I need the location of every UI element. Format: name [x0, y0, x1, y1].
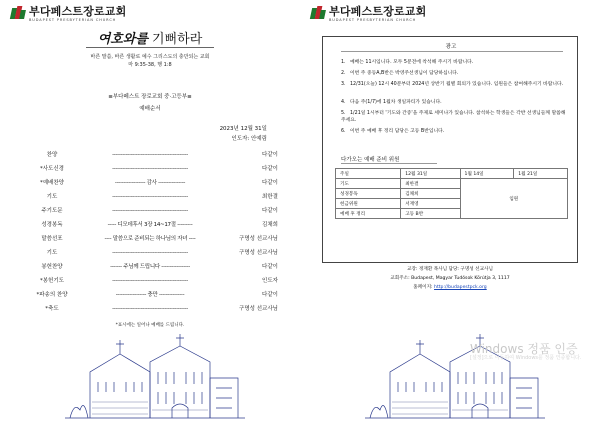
table-cell: 성경봉독 [336, 189, 401, 199]
order-person: 다같이 [262, 292, 278, 298]
order-detail: ---- 말씀으로 준비되는 하나님의 자녀 ---- [104, 236, 196, 242]
order-item: 주기도문 [41, 208, 63, 214]
table-cell: 서재영 [401, 199, 460, 209]
order-item: 봉헌찬양 [41, 264, 63, 270]
order-person: 다같이 [262, 208, 278, 214]
homepage-link[interactable]: http://budapestpck.org [434, 285, 487, 290]
order-detail: ------------------ 충만 --------------- [115, 292, 185, 298]
order-person: 다같이 [262, 264, 278, 270]
footer-address: 교회주소: Budapest, Magyar Tudósok Körútja 3, 1117 [390, 276, 510, 281]
title-emphasis: 여호와를 [97, 32, 148, 47]
notice-text: 다음 주(1/7)에 1월차 생일파티가 있습니다. [350, 100, 442, 105]
notice-item: 2. 이번 주 중등A,B반은 박영주선생님이 담당하십니다. [341, 71, 459, 76]
church-name-en: BUDAPEST PRESBYTERIAN CHURCH [29, 18, 117, 22]
order-detail: --------------------------------------------- [112, 194, 188, 200]
merged-cell: 임원 [460, 179, 567, 219]
order-item: *예배찬양 [39, 180, 64, 186]
table-row [336, 169, 568, 179]
order-row [30, 151, 278, 160]
notice-text: 예배는 11시입니다. 모두 5분전에 착석해 주시기 바랍니다. [350, 60, 474, 65]
notice-divider [341, 51, 563, 52]
title-underline [86, 47, 214, 48]
order-item: 찬양 [46, 152, 58, 158]
church-building-illustration [60, 332, 250, 420]
order-item: *축도 [45, 306, 59, 312]
order-item: *사도신경 [39, 166, 64, 172]
schedule-divider [341, 163, 437, 164]
table-cell: 최한결 [401, 179, 460, 189]
footer-homepage [300, 284, 600, 292]
table-cell: 기도 [336, 179, 401, 189]
order-item: 기도 [46, 250, 58, 256]
church-logo-icon [310, 6, 326, 20]
order-row [30, 277, 278, 286]
church-logo [10, 6, 126, 23]
order-row [30, 249, 278, 258]
department-heading: ≡부다페스트 장로교회 중·고등부≡ [108, 94, 192, 100]
service-date: 2023년 12월 31일 [219, 126, 267, 132]
order-person: 다같이 [262, 166, 278, 172]
order-detail: --------------------------------------------- [112, 278, 188, 284]
order-person: 구명성 선교사님 [239, 236, 278, 242]
table-cell: 예배 후 정리 [336, 209, 401, 219]
notice-text: 1/21일 1시부터 '기도와 간증'을 주제로 세미나가 있습니다. 참석하는 학생들은 각반 선생님들께 말씀해 주세요. [341, 111, 566, 123]
church-name-en: BUDAPEST PRESBYTERIAN CHURCH [329, 18, 417, 22]
order-detail: --------------------------------------------- [112, 166, 188, 172]
order-person: 인도자 [262, 278, 278, 284]
table-cell: 1월 21일 [514, 169, 568, 179]
order-person: 다같이 [262, 180, 278, 186]
table-row [336, 179, 568, 189]
table-cell: 주일 [336, 169, 401, 179]
service-leader: 인도자: 안예림 [231, 136, 267, 142]
footer-staff: 교장: 정재환 목사님 담당: 구명성 선교사님 [407, 267, 493, 272]
order-row [30, 305, 278, 314]
order-row [30, 291, 278, 300]
order-row [30, 165, 278, 174]
church-logo [310, 6, 426, 23]
activation-watermark-sub: [설정]으로 이동하여 Windows를 정품 인증합니다. [470, 355, 582, 361]
order-detail: ------- 주님께 드립니다 ----------------- [110, 264, 190, 270]
church-name: 부다페스트장로교회 [29, 5, 127, 18]
notice-item: 5. 1/21일 1시부터 '기도와 간증'을 주제로 세미나가 있습니다. 참석하는 학생들은 각반 선생님들께 말씀해 주세요. [341, 111, 566, 123]
title-rest: 기뻐하라 [147, 32, 203, 47]
order-detail: ------------------ 감사 ---------------- [114, 180, 186, 186]
bulletin-title [0, 28, 300, 47]
order-row [30, 207, 278, 216]
order-person: 구명성 선교사님 [239, 250, 278, 256]
order-person: 다같이 [262, 152, 278, 158]
notice-item: 6. 이번 주 예배 후 정리 담당은 고등 B반입니다. [341, 129, 445, 134]
order-row [30, 179, 278, 188]
order-item: *파송의 찬양 [36, 292, 68, 298]
table-cell: 김채희 [401, 189, 460, 199]
order-row [30, 263, 278, 272]
schedule-table [335, 168, 568, 219]
church-logo-icon [10, 6, 26, 20]
motto-verse: 마 9:35-38, 행 1:8 [128, 62, 172, 68]
order-of-service-title: 예배순서 [139, 106, 161, 112]
notice-item: 4. 다음 주(1/7)에 1월차 생일파티가 있습니다. [341, 100, 442, 105]
order-row [30, 221, 278, 230]
order-item: *봉헌기도 [39, 278, 64, 284]
order-person: 김채희 [262, 222, 278, 228]
table-cell: 헌금위원 [336, 199, 401, 209]
table-cell: 1월 14일 [460, 169, 514, 179]
notice-text: 12/31(오늘) 12시 40분부터 2024년 상반기 월별 회의가 있습니다. 임원들은 참여해주시기 바랍니다. [350, 82, 564, 87]
church-motto: 바른 말씀, 바른 생활로 예수 그리스도의 충만되는 교회 [90, 54, 210, 60]
order-person: 최한결 [262, 194, 278, 200]
order-item: 성경봉독 [41, 222, 63, 228]
order-detail: --------------------------------------------- [112, 250, 188, 256]
table-cell: 고등 B반 [401, 209, 460, 219]
order-row [30, 193, 278, 202]
notice-item: 1. 예배는 11시입니다. 모두 5분전에 착석해 주시기 바랍니다. [341, 60, 474, 65]
notice-item: 3. 12/31(오늘) 12시 40분부터 2024년 상반기 월별 회의가 있습니다. 임원들은 참여해주시기 바랍니다. [341, 82, 564, 87]
homepage-label: 홈페이지: [413, 285, 435, 290]
order-detail: --------------------------------------------- [112, 208, 188, 214]
order-detail: ----- 디모데후서 3장 14~17절 --------- [107, 222, 193, 228]
order-detail: --------------------------------------------- [112, 152, 188, 158]
order-row [30, 235, 278, 244]
table-cell: 12월 31일 [401, 169, 460, 179]
order-detail: --------------------------------------------- [112, 306, 188, 312]
church-name: 부다페스트장로교회 [329, 5, 427, 18]
notice-text: 이번 주 중등A,B반은 박영주선생님이 담당하십니다. [350, 71, 459, 76]
notice-title: 광고 [445, 44, 457, 50]
notice-text: 이번 주 예배 후 정리 담당은 고등 B반입니다. [350, 129, 445, 134]
notice-box [322, 36, 578, 263]
activation-watermark: Windows 정품 인증 [470, 342, 578, 356]
order-item: 기도 [46, 194, 58, 200]
order-person: 구명성 선교사님 [239, 306, 278, 312]
standing-note: *표시에는 일어나 예배를 드립니다. [115, 323, 185, 328]
schedule-title: 다가오는 예배 준비 위원 [341, 157, 400, 163]
order-item: 말씀선포 [41, 236, 63, 242]
